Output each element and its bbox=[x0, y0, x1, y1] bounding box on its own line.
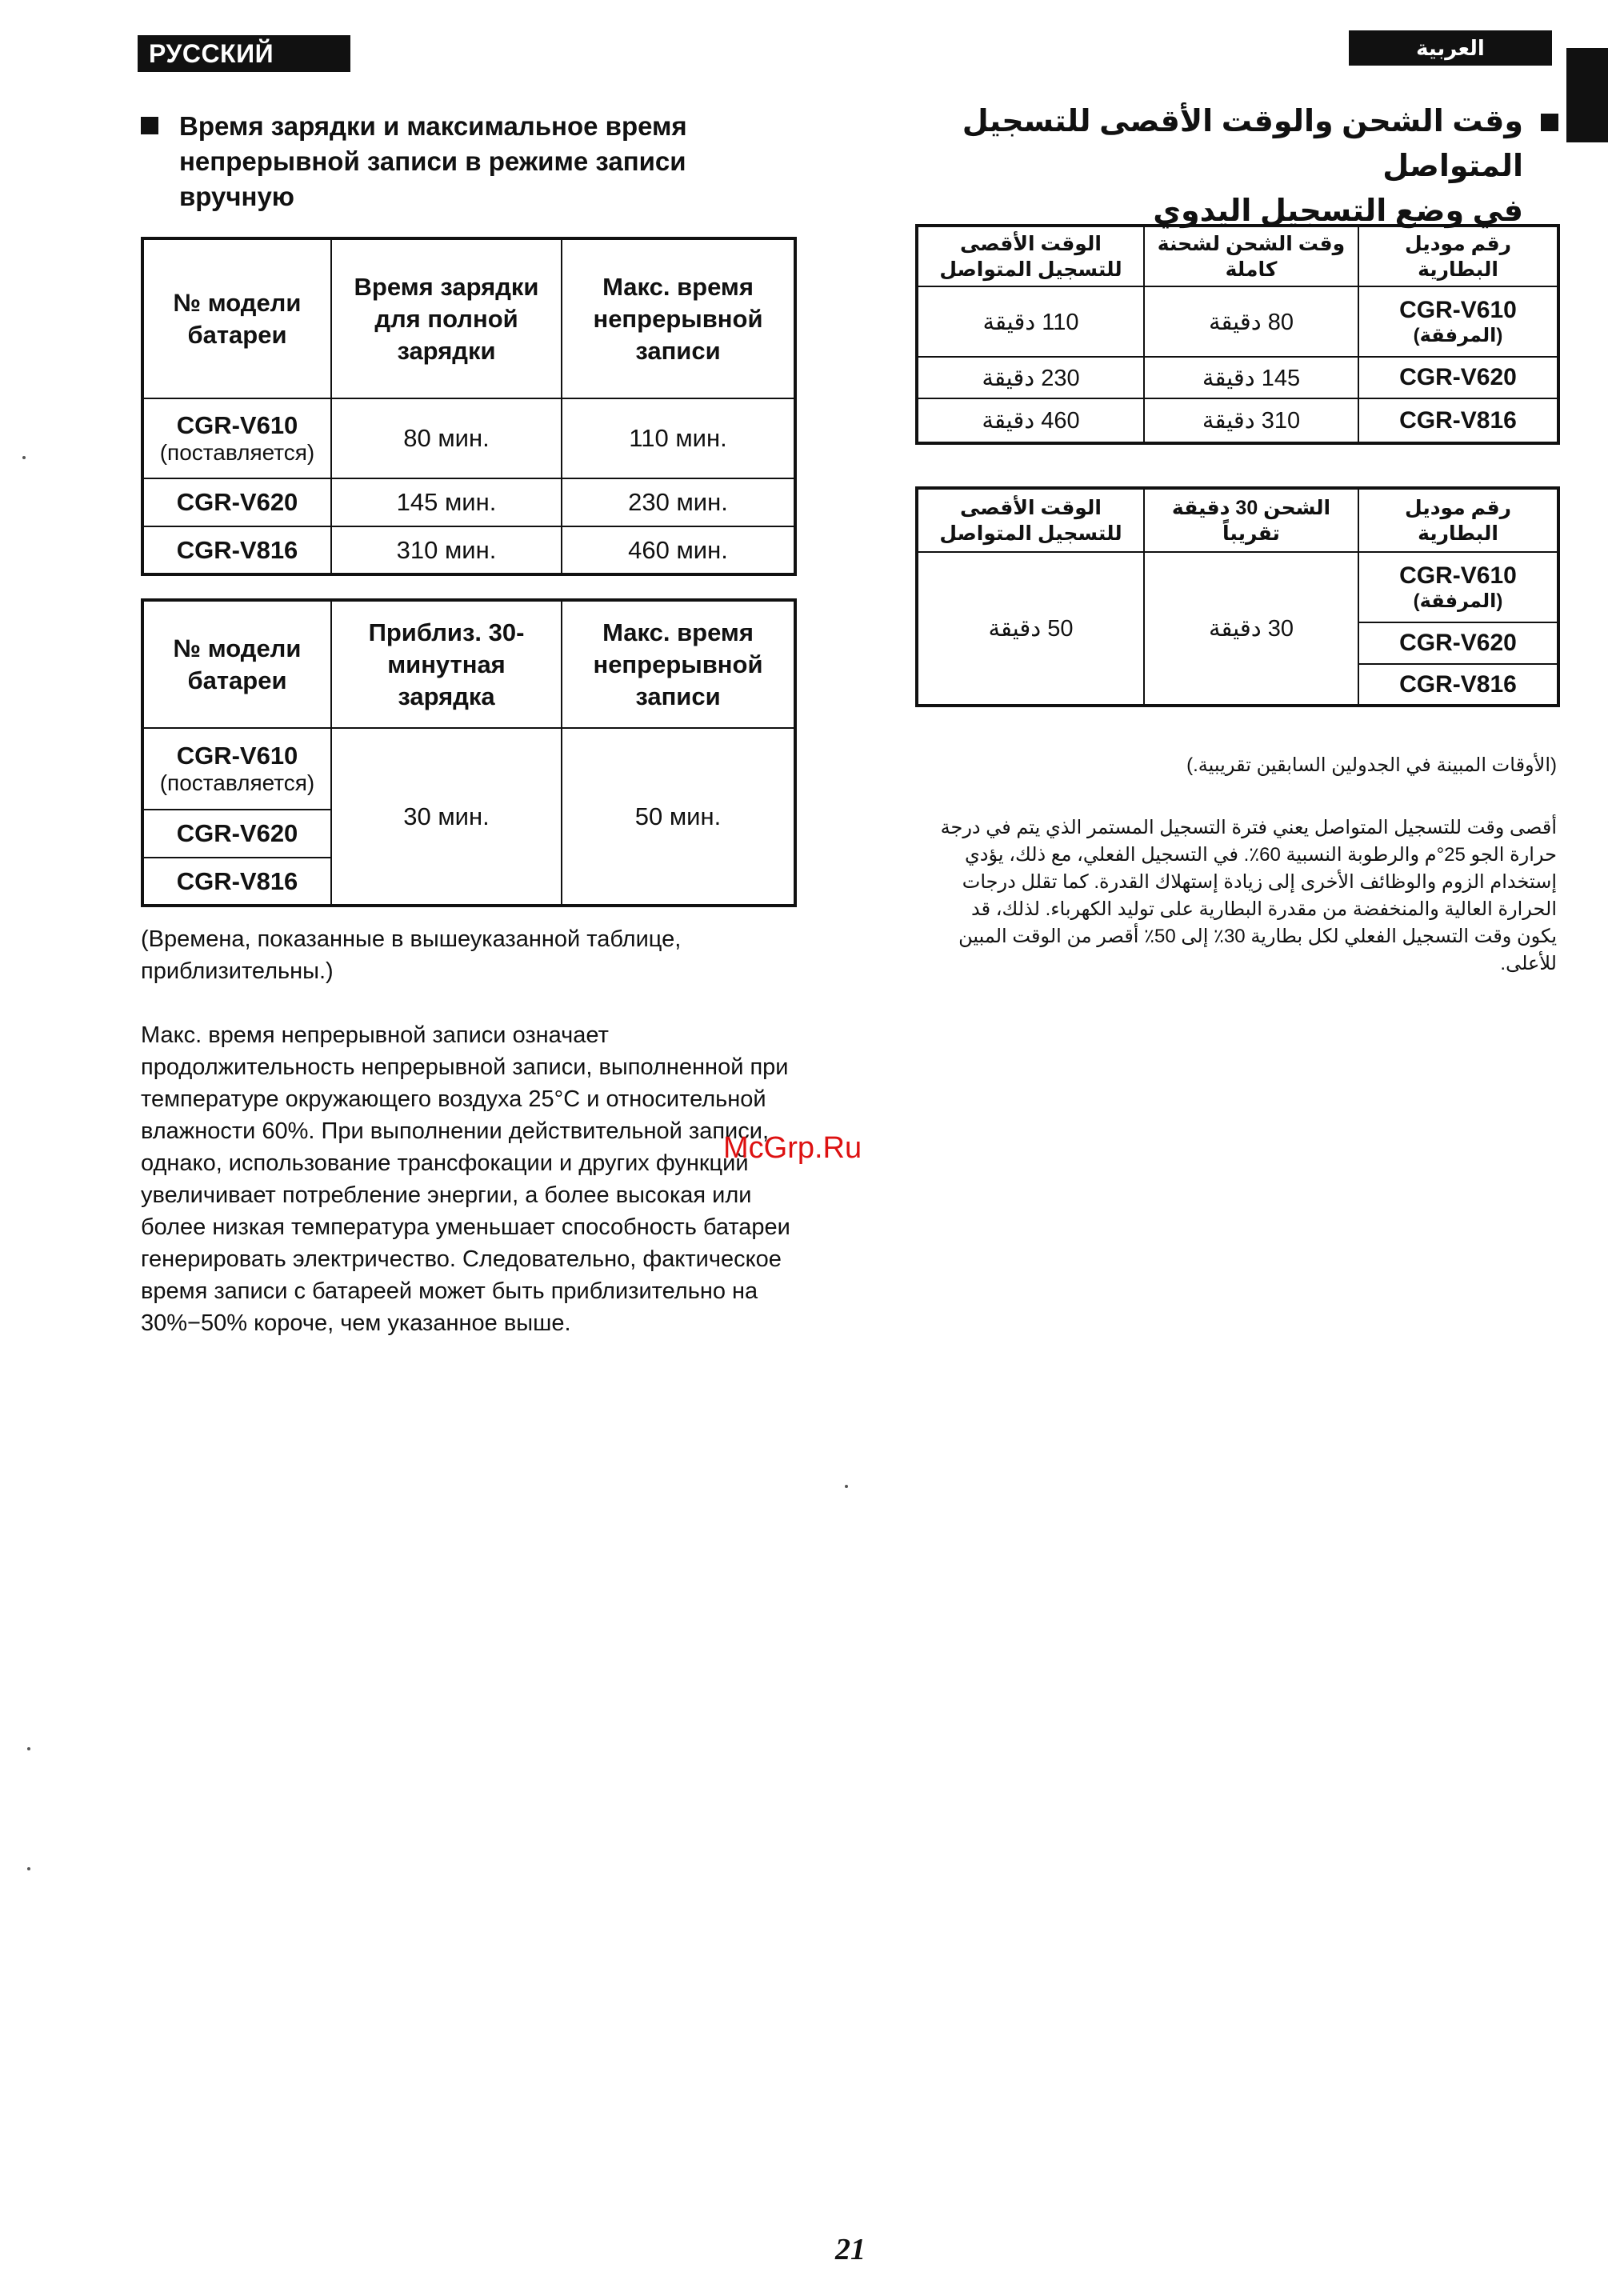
russian-language-tab: РУССКИЙ ЯЗЫК bbox=[138, 35, 350, 72]
table-header: الشحن 30 دقيقة تقريباً bbox=[1144, 488, 1358, 552]
ar-full-charge-table bbox=[915, 224, 1560, 445]
record-time-cell: 460 دقيقة bbox=[917, 398, 1144, 443]
table-row bbox=[142, 398, 795, 478]
table-row bbox=[917, 286, 1558, 357]
table-header: وقت الشحن لشحنة كاملة bbox=[1144, 226, 1358, 286]
table-header: رقم موديل البطارية bbox=[1358, 488, 1558, 552]
record-time-cell: 230 دقيقة bbox=[917, 357, 1144, 398]
charge-time-cell: 145 мин. bbox=[331, 478, 562, 526]
battery-model: CGR-V610 bbox=[1399, 296, 1517, 323]
table-header: № модели батареи bbox=[142, 238, 331, 398]
table-header: الوقت الأقصى للتسجيل المتواصل bbox=[917, 226, 1144, 286]
charge-time-cell: 80 دقيقة bbox=[1144, 286, 1358, 357]
battery-model-cell: CGR-V816 bbox=[142, 858, 331, 906]
table-header: Макс. время непрерывной записи bbox=[562, 600, 795, 728]
table-row bbox=[142, 478, 795, 526]
battery-model-cell: CGR-V620 bbox=[1358, 622, 1558, 664]
supplied-note: (المرفقة) bbox=[1413, 590, 1503, 612]
charge-time-cell: 80 мин. bbox=[331, 398, 562, 478]
scan-speck bbox=[22, 456, 26, 459]
battery-model-cell: CGR-V620 bbox=[142, 810, 331, 858]
battery-model-cell: CGR-V816 bbox=[142, 526, 331, 574]
battery-model-cell: CGR-V620 bbox=[142, 478, 331, 526]
charge-time-cell: 30 мин. bbox=[331, 728, 562, 906]
ar-30min-charge-table bbox=[915, 486, 1560, 707]
record-time-cell: 50 دقيقة bbox=[917, 552, 1144, 706]
table-row bbox=[142, 526, 795, 574]
scan-speck bbox=[845, 1485, 848, 1488]
section-marker-bar bbox=[1566, 48, 1608, 142]
ar-section-heading bbox=[920, 99, 1558, 234]
ru-approx-note: (Времена, показанные в вышеуказанной таблице, приблизительны.) bbox=[141, 926, 682, 984]
table-header: Время зарядки для полной зарядки bbox=[331, 238, 562, 398]
battery-model: CGR-V610 bbox=[176, 742, 298, 770]
ru-explanation-paragraph: Макс. время непрерывной записи означает продолжительность непрерывной записи, выполненной при температуре окружающего воздуха 25°C и относительной влажности 60%. При выполнении действительной записи, однако, использование трансфокации и других функций увеличивает потребление энергии, а более высокая или более низкая температура уменьшает способность батареи генерировать электричество. Следовательно, фактическое время записи с батареей может быть приблизительно на 30%−50% короче, чем указанное выше. bbox=[141, 1022, 790, 1336]
supplied-note: (поставляется) bbox=[159, 440, 315, 465]
battery-model-cell: CGR-V620 bbox=[1358, 357, 1558, 398]
table-header: № модели батареи bbox=[142, 600, 331, 728]
charge-time-cell: 145 دقيقة bbox=[1144, 357, 1358, 398]
scan-speck bbox=[27, 1867, 30, 1870]
table-row bbox=[917, 552, 1558, 622]
ru-30min-charge-table bbox=[141, 598, 797, 907]
charge-time-cell: 310 мин. bbox=[331, 526, 562, 574]
battery-model-cell: CGR-V816 bbox=[1358, 398, 1558, 443]
battery-model-cell: CGR-V816 bbox=[1358, 664, 1558, 706]
battery-model: CGR-V610 bbox=[1399, 562, 1517, 589]
table-row bbox=[142, 728, 795, 810]
square-bullet-icon bbox=[141, 117, 158, 134]
table-header: Приблиз. 30-минутная зарядка bbox=[331, 600, 562, 728]
table-row bbox=[917, 357, 1558, 398]
charge-time-cell: 30 دقيقة bbox=[1144, 552, 1358, 706]
record-time-cell: 230 мин. bbox=[562, 478, 795, 526]
table-header: رقم موديل البطارية bbox=[1358, 226, 1558, 286]
battery-model-cell bbox=[142, 728, 331, 810]
charge-time-cell: 310 دقيقة bbox=[1144, 398, 1358, 443]
ar-heading-line2: في وضع التسجيل اليدوي bbox=[1153, 194, 1523, 228]
record-time-cell: 110 мин. bbox=[562, 398, 795, 478]
scan-speck bbox=[27, 1747, 30, 1750]
supplied-note: (поставляется) bbox=[159, 770, 315, 795]
ru-section-heading bbox=[141, 109, 797, 214]
table-row bbox=[917, 398, 1558, 443]
battery-model-cell bbox=[1358, 286, 1558, 357]
watermark-text: McGrp.Ru bbox=[723, 1131, 862, 1165]
arabic-language-tab: العربية bbox=[1349, 30, 1552, 66]
record-time-cell: 460 мин. bbox=[562, 526, 795, 574]
table-header: الوقت الأقصى للتسجيل المتواصل bbox=[917, 488, 1144, 552]
ar-approx-note: (الأوقات المبينة في الجدولين السابقين تقريبية.) bbox=[1186, 754, 1557, 776]
ar-heading-line1: وقت الشحن والوقت الأقصى للتسجيل المتواصل bbox=[962, 105, 1523, 183]
supplied-note: (المرفقة) bbox=[1413, 324, 1503, 346]
table-header: Макс. время непрерывной записи bbox=[562, 238, 795, 398]
record-time-cell: 110 دقيقة bbox=[917, 286, 1144, 357]
battery-model-cell bbox=[1358, 552, 1558, 622]
record-time-cell: 50 мин. bbox=[562, 728, 795, 906]
square-bullet-icon bbox=[1541, 114, 1558, 131]
battery-model: CGR-V610 bbox=[176, 411, 298, 439]
ar-explanation-paragraph: أقصى وقت للتسجيل المتواصل يعني فترة التسجيل المستمر الذي يتم في درجة حرارة الجو 25°م والرطوبة النسبية 60٪. في التسجيل الفعلي، مع ذلك، يؤدي إستخدام الزوم والوظائف الأخرى إلى زيادة إستهلاك القدرة. كما تقلل درجات الحرارة العالية والمنخفضة من مقدرة البطارية على توليد الكهرباء. لذلك، قد يكون وقت التسجيل الفعلي لكل بطارية 30٪ إلى 50٪ أقصر من الوقت المبين للأعلى. bbox=[940, 817, 1557, 974]
ru-full-charge-table bbox=[141, 237, 797, 576]
battery-model-cell bbox=[142, 398, 331, 478]
page-number: 21 bbox=[835, 2233, 866, 2266]
ru-heading-text: Время зарядки и максимальное время непрерывной записи в режиме записи вручную bbox=[179, 111, 687, 211]
